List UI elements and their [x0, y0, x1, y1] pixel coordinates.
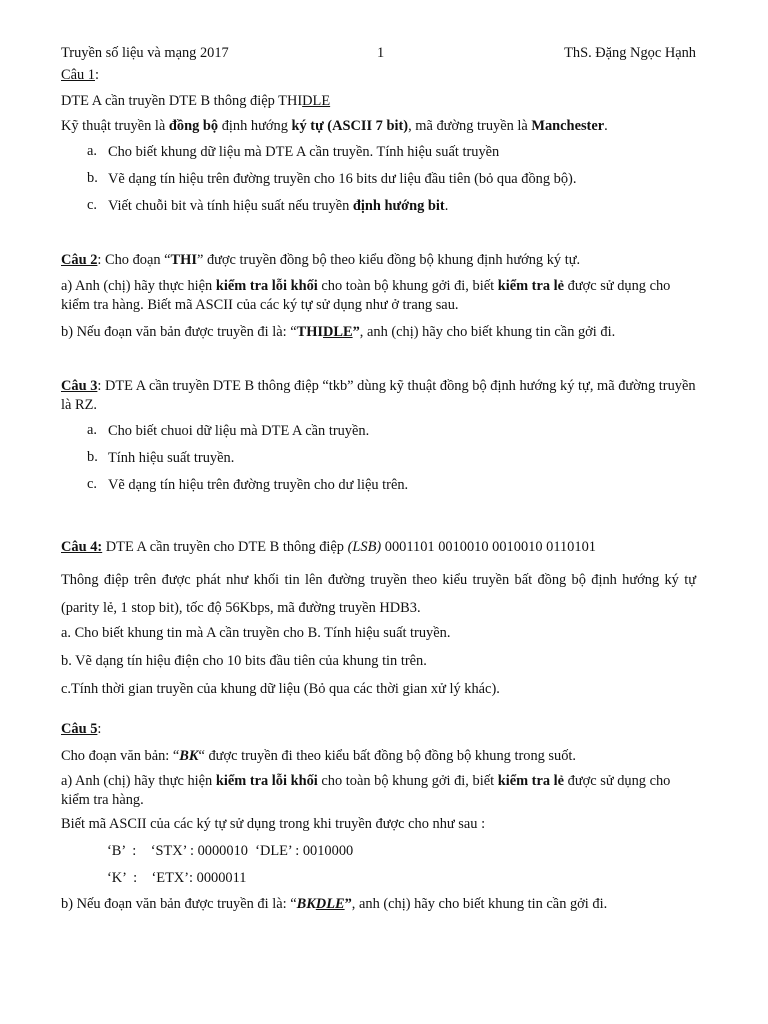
q5-part-a-mid: cho toàn bộ khung gởi đi, biết [317, 773, 498, 789]
q3-option-a-text: Cho biết chuoi dữ liệu mà DTE A cần truyền. [108, 423, 370, 439]
q3-option-a-label: a. [87, 422, 97, 438]
q2-part-b-post: , anh (chị) hãy cho biết khung tin cần gởi đi. [359, 324, 616, 340]
q4-line1 [61, 538, 696, 557]
q2-line1-post: ” được truyền đồng bộ theo kiểu đồng bộ khung định hướng ký tự. [196, 252, 581, 268]
q3-option-b [87, 449, 696, 468]
q1-option-a-label: a. [87, 143, 97, 159]
q5-bold-bk: BK [179, 748, 199, 764]
q5-heading [61, 720, 696, 739]
q5-bold-bk-2: BK [296, 896, 316, 912]
q5-part-b [61, 895, 696, 914]
q2-close-quote: ” [352, 324, 360, 340]
q5-bold-blockcheck: kiểm tra lỗi khối [215, 773, 318, 789]
q2-part-a-post: được sử dụng cho kiểm tra hàng. Biết mã ASCII của các ký tự sử dụng như ở trang sau. [61, 278, 671, 313]
q2-line1 [61, 251, 696, 270]
q2-part-a-pre: a) Anh (chị) hãy thực hiện [61, 278, 216, 294]
q5-ascii-intro: Biết mã ASCII của các ký tự sử dụng trong khi truyền được cho như sau : [61, 816, 486, 832]
q5-bold-dle: DLE [315, 896, 345, 912]
q5-part-a [61, 772, 696, 810]
q2-line1-pre: : Cho đoạn “ [97, 252, 171, 268]
q1-bold-sync: đồng bộ [168, 118, 219, 134]
q4-part-c: c.Tính thời gian truyền của khung dữ liệu (Bỏ qua các thời gian xử lý khác). [61, 681, 500, 697]
q5-part-b-pre: b) Nếu đoạn văn bản được truyền đi là: “ [61, 896, 297, 912]
q2-bold-blockcheck: kiểm tra lỗi khối [215, 278, 318, 294]
q5-colon: : [97, 721, 102, 737]
q5-bold-oddparity: kiểm tra lẻ [497, 773, 565, 789]
q1-line2-mid1: định hướng [218, 118, 292, 134]
q3-option-c-label: c. [87, 476, 97, 492]
q5-close-quote: ” [344, 896, 352, 912]
q1-line1 [61, 92, 696, 111]
q1-option-c-pre: Viết chuỗi bit và tính hiệu suất nếu truyền [108, 198, 353, 214]
q4-title: Câu 4: [61, 539, 103, 555]
q1-option-c-end: . [444, 198, 449, 214]
q1-line1-dle: DLE [302, 93, 331, 109]
q2-title: Câu 2 [61, 252, 98, 268]
q5-part-a-post: được sử dụng cho kiểm tra hàng. [61, 773, 671, 808]
document-body [61, 66, 696, 914]
q4-part-b: b. Vẽ dạng tín hiệu điện cho 10 bits đầu tiên của khung tin trên. [61, 653, 427, 669]
q5-line1-pre: Cho đoạn văn bản: “ [61, 748, 180, 764]
q4-lsb-label: (LSB) [347, 539, 382, 555]
q2-part-a-mid: cho toàn bộ khung gởi đi, biết [317, 278, 498, 294]
q3-option-c-text: Vẽ dạng tín hiệu trên đường truyền cho dư liệu trên. [108, 477, 409, 493]
q4-bit-message: 0001101 0010010 0010010 0110101 [381, 539, 596, 555]
q2-bold-thi-2: THI [296, 324, 323, 340]
q3-option-b-label: b. [87, 449, 98, 465]
q1-option-a [87, 143, 696, 162]
q5-line1-post: “ được truyền đi theo kiểu bất đồng bộ đồng bộ khung trong suốt. [198, 748, 577, 764]
header-course-title: Truyền số liệu và mạng 2017 [61, 45, 229, 61]
q2-part-b [61, 323, 696, 342]
q1-line2-end: . [604, 118, 608, 134]
q1-option-b-text: Vẽ dạng tín hiệu trên đường truyền cho 16 bits dư liệu đầu tiên (bỏ qua đồng bộ). [108, 171, 577, 187]
q5-line1 [61, 747, 696, 766]
q1-option-a-text: Cho biết khung dữ liệu mà DTE A cần truyền. Tính hiệu suất truyền [108, 144, 500, 160]
q3-line1 [61, 377, 696, 415]
q3-option-c [87, 476, 696, 495]
q2-bold-thi: THI [170, 252, 197, 268]
q4-line1-pre: DTE A cần truyền cho DTE B thông điệp [102, 539, 348, 555]
header-author: ThS. Đặng Ngọc Hạnh [564, 45, 696, 61]
q2-bold-oddparity: kiểm tra lẻ [497, 278, 565, 294]
q1-option-c-label: c. [87, 197, 97, 213]
q5-part-b-post: , anh (chị) hãy cho biết khung tin cần gởi đi. [351, 896, 608, 912]
q1-bold-char: ký tự (ASCII 7 bit) [291, 118, 409, 134]
page-header [61, 45, 696, 67]
q1-option-b-label: b. [87, 170, 98, 186]
q3-line1-text: : DTE A cần truyền DTE B thông điệp “tkb” dùng kỹ thuật đồng bộ định hướng ký tự, mã đường truyền là RZ. [61, 378, 696, 413]
q2-part-b-pre: b) Nếu đoạn văn bản được truyền đi là: “ [61, 324, 297, 340]
q4-part-a: a. Cho biết khung tin mà A cần truyền cho B. Tính hiệu suất truyền. [61, 625, 451, 641]
q5-ascii-line-2: ‘K’ : ‘ETX’: 0000011 [107, 870, 247, 886]
q5-part-a-pre: a) Anh (chị) hãy thực hiện [61, 773, 216, 789]
q1-option-c-text [108, 197, 448, 216]
q1-heading: Câu 1: [61, 67, 99, 83]
q1-line2-mid2: , mã đường truyền là [408, 118, 532, 134]
q2-part-a [61, 277, 696, 315]
q1-bold-bitoriented: định hướng bit [352, 198, 445, 214]
q1-option-c [87, 197, 696, 216]
q5-title: Câu 5 [61, 721, 98, 737]
q1-line2 [61, 117, 696, 136]
q3-title: Câu 3 [61, 378, 98, 394]
page-number: 1 [377, 45, 385, 61]
q1-line1-text: DTE A cần truyền DTE B thông điệp THI [61, 93, 303, 109]
q3-option-b-text: Tính hiệu suất truyền. [108, 450, 235, 466]
q3-option-a [87, 422, 696, 441]
q2-bold-dle: DLE [323, 324, 353, 340]
q1-line2-text: Kỹ thuật truyền là [61, 118, 169, 134]
q1-title: Câu 1 [61, 67, 95, 83]
q5-ascii-line-1: ‘B’ : ‘STX’ : 0000010 ‘DLE’ : 0010000 [107, 843, 354, 859]
q4-paragraph: Thông điệp trên được phát như khối tin lên đường truyền theo kiểu truyền bất đồng bộ định hướng ký tự (parity lẻ, 1 stop bit), tốc độ 56Kbps, mã đường truyền HDB3. [61, 572, 696, 616]
q1-option-b [87, 170, 696, 189]
q1-bold-manchester: Manchester [531, 118, 605, 134]
